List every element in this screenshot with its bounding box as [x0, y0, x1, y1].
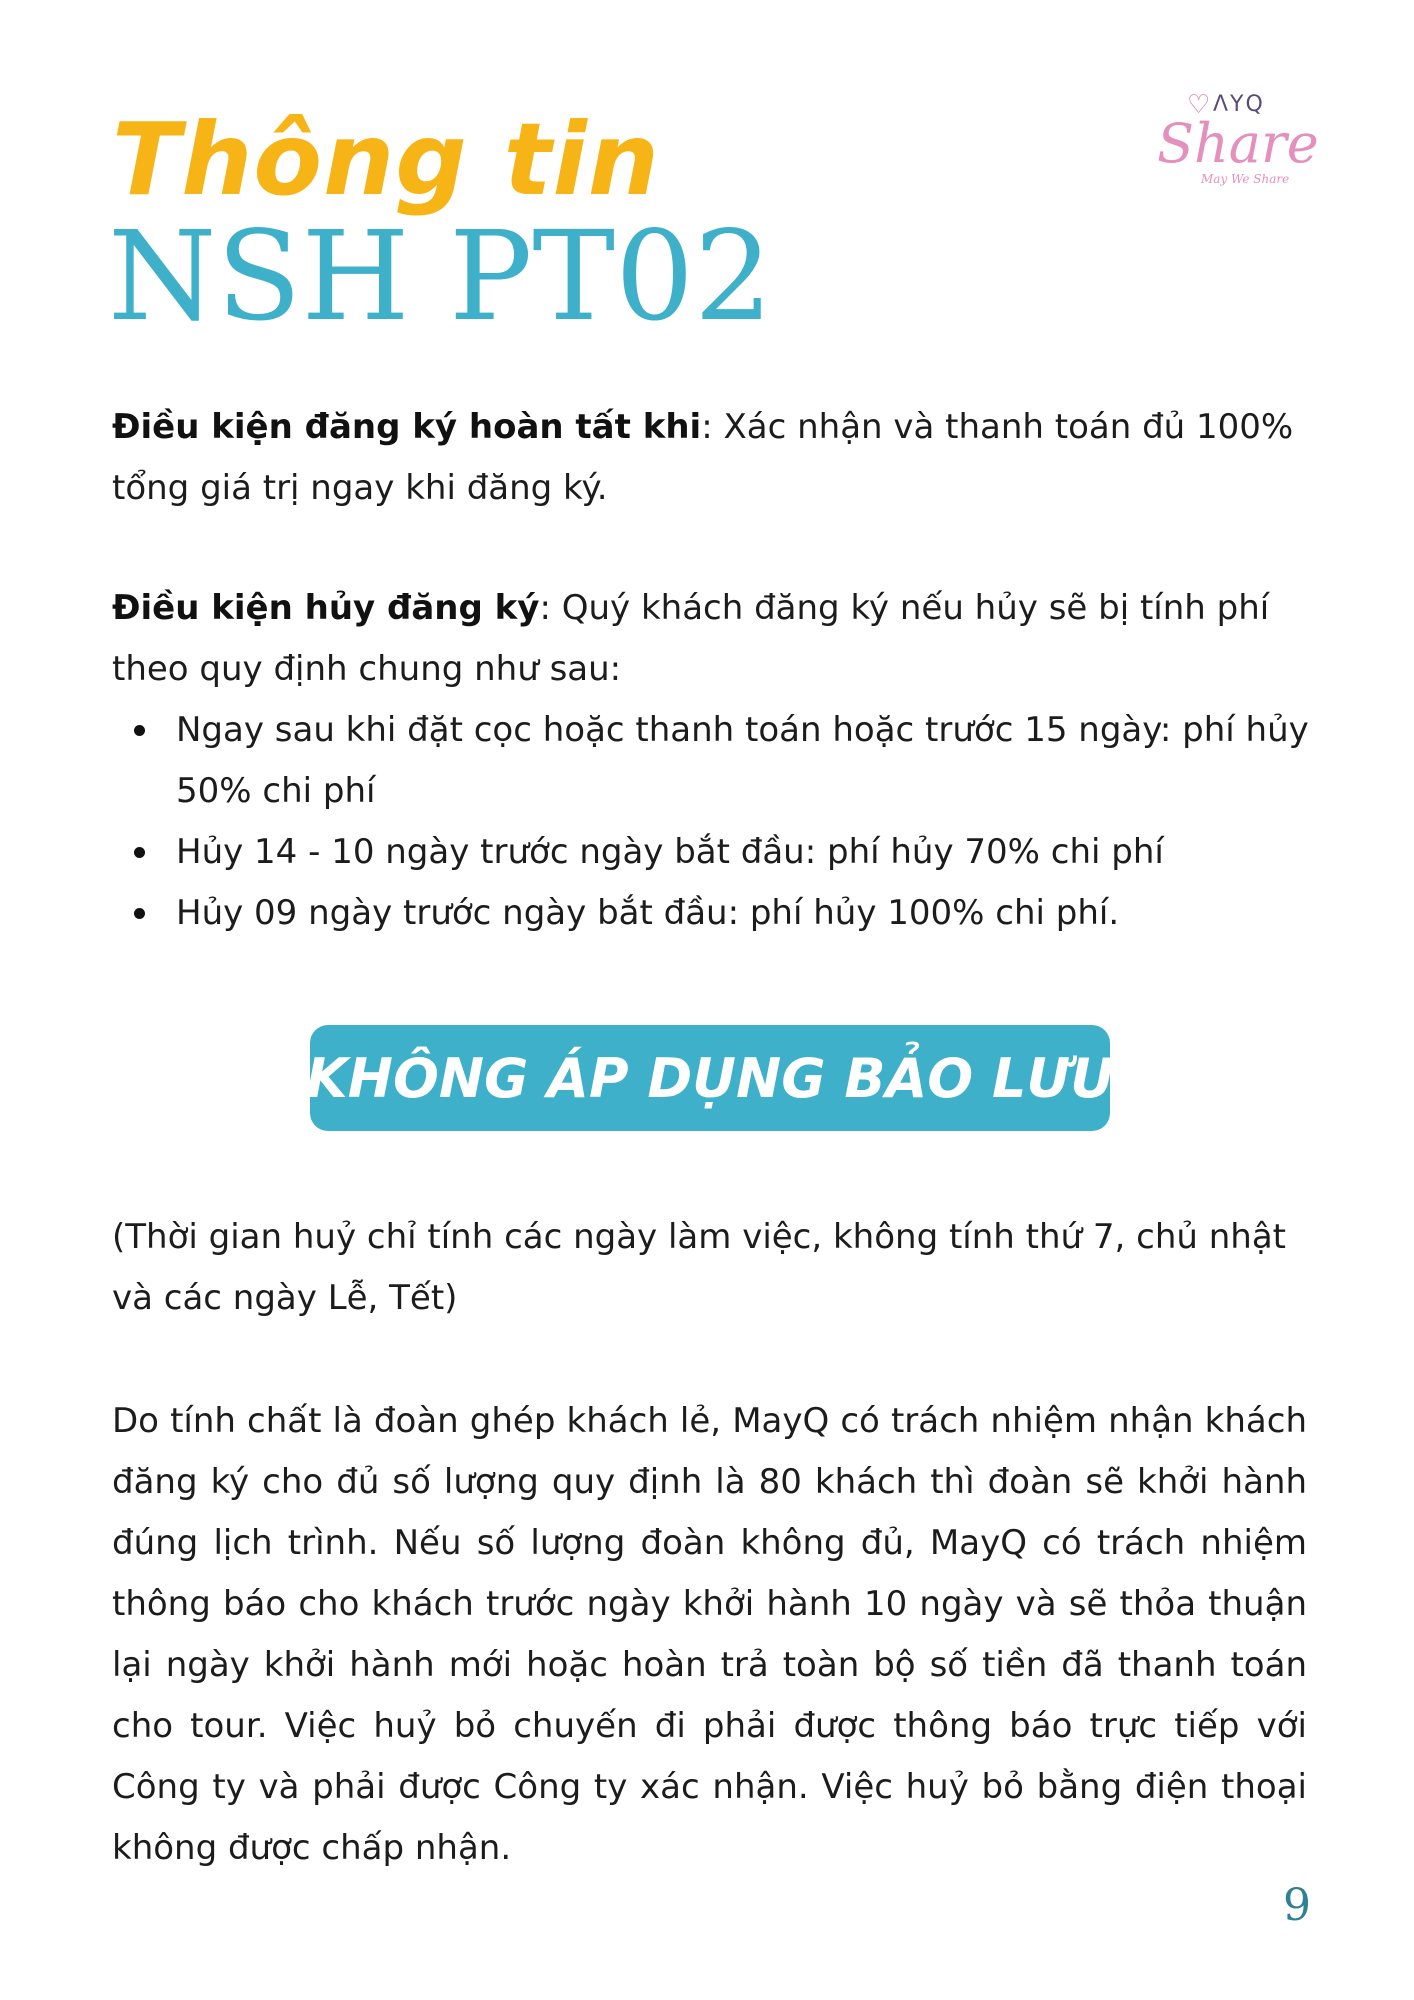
page-number: 9: [1283, 1880, 1311, 1931]
logo-sub-text: May We Share: [1201, 172, 1290, 186]
logo-top-text: ΛYQ: [1213, 92, 1265, 117]
registration-paragraph: [112, 397, 1312, 519]
list-item: Hủy 14 - 10 ngày trước ngày bắt đầu: phí hủy 70% chi phí: [112, 822, 1312, 883]
cancellation-fee-list: [112, 700, 1312, 944]
page-title-line1: Thông tin: [112, 101, 660, 218]
no-reservation-banner: [305, 1025, 1115, 1131]
cancellation-note: (Thời gian huỷ chỉ tính các ngày làm việc, không tính thứ 7, chủ nhật và các ngày Lễ, Tết): [112, 1217, 1286, 1318]
page-title-line2: NSH PT02: [108, 205, 773, 349]
cancellation-label: Điều kiện hủy đăng ký: [112, 588, 540, 628]
banner-text: KHÔNG ÁP DỤNG BẢO LƯU: [305, 1046, 1115, 1110]
registration-label: Điều kiện đăng ký hoàn tất khi: [112, 407, 702, 447]
cancellation-paragraph: [112, 578, 1312, 700]
group-tour-policy: Do tính chất là đoàn ghép khách lẻ, MayQ có trách nhiệm nhận khách đăng ký cho đủ số lượng quy định là 80 khách thì đoàn sẽ khởi hành đúng lịch trình. Nếu số lượng đoàn không đủ, MayQ có trách nhiệm thông báo cho khách trước ngày khởi hành 10 ngày và sẽ thỏa thuận lại ngày khởi hành mới hoặc hoàn trả toàn bộ số tiền đã thanh toán cho tour. Việc huỷ bỏ chuyến đi phải được thông báo trực tiếp với Công ty và phải được Công ty xác nhận. Việc huỷ bỏ bằng điện thoại không được chấp nhận.: [112, 1401, 1307, 1868]
list-item: Hủy 09 ngày trước ngày bắt đầu: phí hủy 100% chi phí.: [112, 883, 1312, 944]
logo-main-text: Share: [1157, 112, 1319, 175]
cancellation-text: : Quý khách đăng ký nếu hủy sẽ bị tính phí theo quy định chung như sau:: [112, 588, 1270, 689]
heart-icon: ♡: [1187, 90, 1211, 120]
registration-text: : Xác nhận và thanh toán đủ 100% tổng giá trị ngay khi đăng ký.: [112, 407, 1294, 508]
mayq-share-logo: [1155, 92, 1325, 192]
list-item: Ngay sau khi đặt cọc hoặc thanh toán hoặc trước 15 ngày: phí hủy 50% chi phí: [112, 700, 1312, 822]
